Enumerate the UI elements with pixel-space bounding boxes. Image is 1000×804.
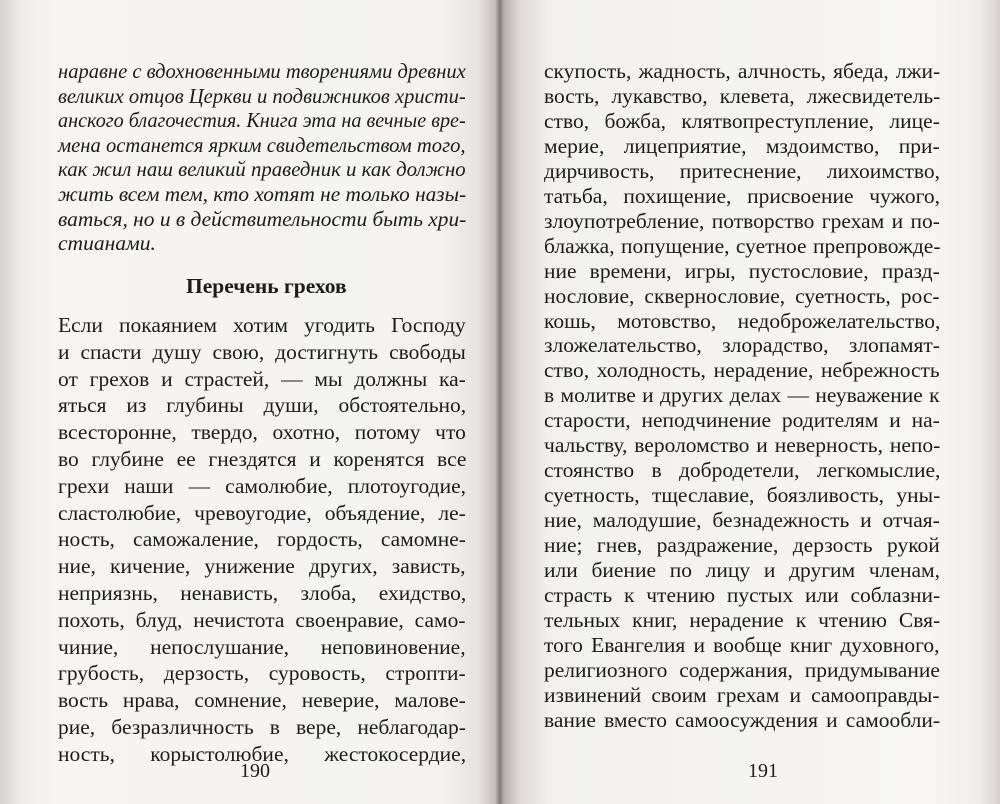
text-line: наравне с вдохновенными творениями древних: [58, 59, 466, 83]
text-line: стоянство в добродетели, легкомыслие,: [544, 458, 941, 483]
text-line: суетность, тщеславие, боязливость, уны-: [544, 483, 941, 508]
page-number-left: 190: [240, 760, 270, 782]
text-line: вость нрава, сомнение, неверие, малове-: [58, 688, 466, 713]
text-line: старости, неподчинение родителям и на-: [544, 408, 940, 433]
text-line: грехи наши — самолюбие, плотоугодие,: [58, 473, 467, 498]
text-line: нословие, сквернословие, суетность, рос-: [544, 283, 940, 308]
text-line: вость, лукавство, клевета, лжесвидетель-: [544, 83, 941, 108]
text-line: блажка, попущение, суетное препровожде-: [544, 233, 941, 258]
section-heading: Перечень грехов: [186, 274, 347, 298]
text-line: или биение по лицу и другим членам,: [544, 558, 940, 582]
text-line: яться из глубины души, обстоятельно,: [58, 393, 467, 418]
text-line: стианами.: [58, 231, 156, 256]
text-line: мена останется ярким свидетельством того,: [58, 132, 466, 157]
page-number-right: 191: [748, 760, 778, 782]
text-line: мерие, лицеприятие, мздоимство, при-: [544, 133, 940, 158]
text-line: рие, безразличность в вере, неблагодар-: [58, 715, 466, 739]
text-line: во глубине ее гнездятся и коренятся все: [58, 447, 467, 471]
text-line: ность, саможаление, гордость, самомне-: [58, 527, 466, 552]
book-gutter: [496, 0, 504, 804]
text-line: тельных книг, нерадение к чтению Свя-: [544, 607, 941, 632]
text-line: жить всем тем, кто хотят не только назы-: [58, 182, 467, 206]
text-line: грубость, дерзость, суровость, стропти-: [58, 661, 466, 686]
text-line: ство, холодность, нерадение, небрежность: [544, 358, 940, 383]
text-line: религиозного содержания, придумывание: [544, 657, 940, 682]
text-line: злоупотребление, потворство грехам и по-: [544, 208, 940, 233]
text-line: Если покаянием хотим угодить Господу: [58, 313, 466, 337]
text-line: великих отцов Церкви и подвижников христи-: [58, 83, 466, 108]
text-line: дирчивость, притеснение, лихоимство,: [544, 158, 940, 183]
text-line: чальству, вероломство и неверность, непо-: [544, 433, 941, 458]
text-line: того Евангелия и вообще книг духовного,: [544, 632, 940, 657]
text-line: ваться, но и в действительности быть хри-: [58, 206, 467, 231]
text-line: татьба, похищение, присвоение чужого,: [544, 183, 941, 208]
text-line: страсть к чтению пустых или соблазни-: [544, 582, 941, 607]
text-line: в молитве и других делах — неуважение к: [544, 383, 940, 408]
text-line: ние; гнев, раздражение, дерзость рукой: [544, 533, 940, 558]
text-line: ние, кичение, унижение других, зависть,: [58, 554, 466, 579]
text-line: извинений своим грехам и самооправды-: [544, 682, 940, 707]
text-line: зложелательство, злорадство, злопамят-: [544, 333, 940, 358]
text-line: и спасти душу свою, достигнуть свободы: [58, 339, 466, 364]
text-line: как жил наш великий праведник и как должно: [58, 157, 466, 182]
text-line: ство, божба, клятвопреступление, лице-: [544, 108, 940, 133]
text-line: сластолюбие, чревоугодие, объядение, ле-: [58, 500, 466, 525]
text-line: неприязнь, ненависть, злоба, ехидство,: [58, 581, 467, 605]
text-line: кошь, мотовство, недоброжелательство,: [544, 308, 941, 333]
text-line: похоть, блуд, нечистота своенравие, само-: [58, 607, 466, 632]
text-line: ние, малодушие, безнадежность и отчая-: [544, 508, 940, 533]
text-line: анского благочестия. Книга эта на вечные вре-: [58, 108, 466, 133]
text-line: ность, корыстолюбие, жестокосердие,: [58, 741, 467, 766]
text-line: скупость, жадность, алчность, ябеда, лжи-: [544, 59, 941, 83]
text-line: вание вместо самоосуждения и самообли-: [544, 707, 941, 732]
text-line: от грехов и страстей, — мы должны ка-: [58, 366, 466, 391]
text-line: ние времени, игры, пустословие, празд-: [544, 258, 940, 283]
text-line: чиние, непослушание, неповиновение,: [58, 634, 466, 659]
text-line: всесторонне, твердо, охотно, потому что: [58, 420, 466, 445]
